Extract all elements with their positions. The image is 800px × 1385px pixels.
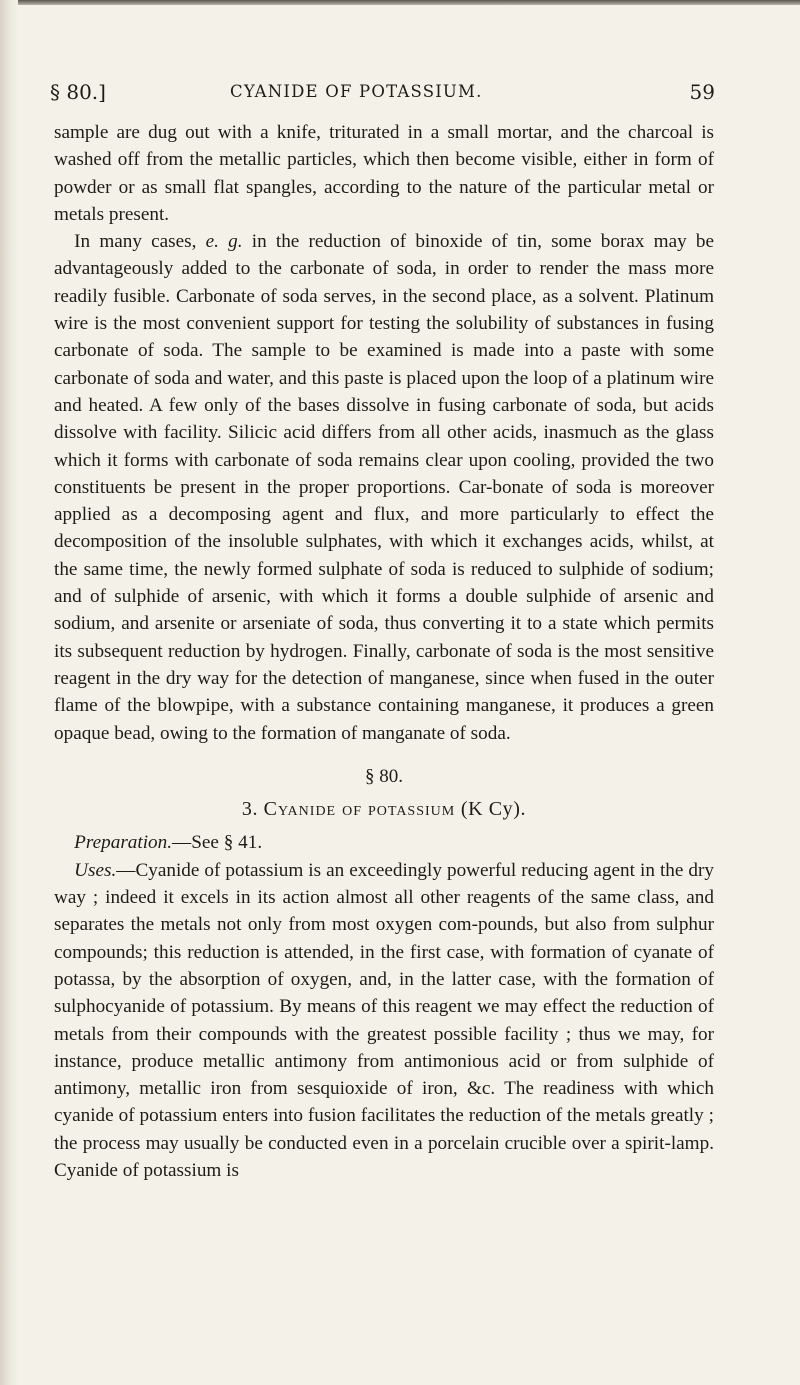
uses-text: —Cyanide of potassium is an exceedingly powerful reducing agent in the dry way ; indeed it excels in its action almost all other reagents of the same class, and separates the metals not only from most oxygen com-pounds, but also from sulphur compounds; this reduction is attended, in the first case, with formation of cyanate of potassa, by the absorption of oxygen, and, in the latter case, with the formation of sulphocyanide of potassium. By means of this reagent we may effect the reduction of metals from their compounds with the greatest possible facility ; thus we may, for instance, produce metallic antimony from antimonious acid or from sulphide of antimony, metallic iron from sesquioxide of iron, &c. The readiness with which cyanide of potassium enters into fusion facilitates the reduction of the metals greatly ; the process may usually be conducted even in a porcelain crucible over a spirit-lamp. Cyanide of potassium is bbox=[54, 859, 714, 1181]
page-top-edge bbox=[0, 0, 800, 5]
preparation-text: —See § 41. bbox=[172, 832, 263, 854]
section-number: § 80. bbox=[365, 765, 403, 787]
page-body bbox=[54, 119, 714, 1184]
header-section-ref: § 80.] bbox=[50, 80, 106, 104]
section-heading-number: 3. bbox=[241, 798, 259, 821]
running-head-area bbox=[50, 80, 715, 120]
uses-label: Uses. bbox=[74, 859, 117, 881]
running-head bbox=[50, 80, 715, 120]
section-heading-formula: (K Cy). bbox=[460, 798, 527, 821]
section-heading bbox=[54, 796, 714, 823]
page-binding-edge bbox=[0, 0, 18, 1385]
paragraph-2-prefix: In many cases, bbox=[74, 231, 206, 253]
paragraph-continued bbox=[54, 119, 714, 228]
paragraph-borax bbox=[54, 228, 714, 747]
paragraph-2-eg: e. g. bbox=[205, 231, 243, 253]
paragraph-2-rest: in the reduction of binoxide of tin, some borax may be advantageously added to the carbonate of soda, in order to render the mass more readily fusible. Carbonate of soda serves, in the second place, as a solvent. Platinum wire is the most convenient support for testing the solubility of substances in fusing carbonate of soda. The sample to be examined is made into a paste with some carbonate of soda and water, and this paste is placed upon the loop of a platinum wire and heated. A few only of the bases dissolve in fusing carbonate of soda, but acids dissolve with facility. Silicic acid differs from all other acids, inasmuch as the glass which it forms with carbonate of soda remains clear upon cooling, provided the two constituents be present in the proper proportions. Car-bonate of soda is moreover applied as a decomposing agent and flux, and more particularly to effect the decomposition of the insoluble sulphates, with which it exchanges acids, whilst, at the same time, the newly formed sulphate of soda is reduced to sulphide of sodium; and of sulphide of arsenic, with which it forms a double sulphide of arsenic and sodium, and arsenite or arseniate of soda, thus converting it to a state which permits its subsequent reduction by hydrogen. Finally, carbonate of soda is the most sensitive reagent in the dry way for the detection of manganese, since when fused in the outer flame of the blowpipe, with a substance containing manganese, it produces a green opaque bead, owing to the formation of manganate of soda. bbox=[54, 231, 714, 744]
preparation-label: Preparation. bbox=[74, 832, 173, 854]
header-title: CYANIDE OF POTASSIUM. bbox=[230, 82, 483, 101]
paragraph-uses bbox=[54, 857, 714, 1185]
paragraph-1-text: sample are dug out with a knife, triturated in a small mortar, and the charcoal is washed off from the metallic particles, which then become visible, either in form of powder or as small flat spangles, according to the nature of the particular metal or metals present. bbox=[54, 122, 714, 225]
paragraph-preparation bbox=[54, 829, 714, 856]
page-number: 59 bbox=[689, 80, 715, 104]
section-heading-title: Cyanide of potassium bbox=[263, 798, 456, 821]
